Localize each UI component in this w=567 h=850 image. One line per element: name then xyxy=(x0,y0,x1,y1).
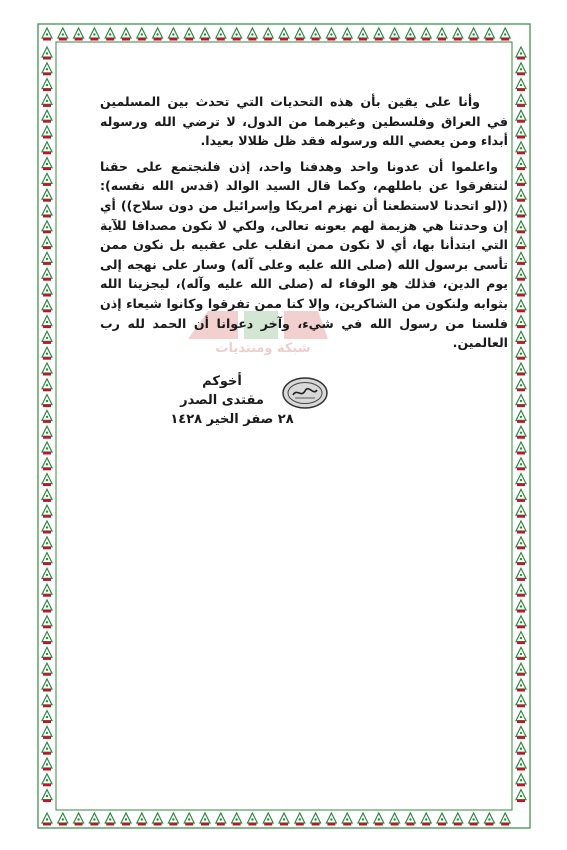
border-motif-icon xyxy=(184,28,194,41)
border-motif-icon xyxy=(516,331,526,344)
border-motif-icon xyxy=(42,79,52,92)
border-motif-icon xyxy=(42,28,52,41)
border-motif-icon xyxy=(42,316,52,329)
border-motif-icon xyxy=(516,173,526,186)
border-motif-icon xyxy=(42,742,52,755)
border-motif-icon xyxy=(374,28,384,41)
border-motif-icon xyxy=(105,813,115,826)
border-motif-icon xyxy=(358,28,368,41)
border-motif-icon xyxy=(184,813,194,826)
border-motif-icon xyxy=(42,489,52,502)
border-motif-icon xyxy=(168,28,178,41)
border-motif-icon xyxy=(216,28,226,41)
watermark-text: شبكة ومنتديات xyxy=(215,341,311,356)
border-motif-icon xyxy=(390,813,400,826)
border-motif-icon xyxy=(484,813,494,826)
border-motif-icon xyxy=(42,94,52,107)
border-motif-icon xyxy=(311,813,321,826)
border-motif-icon xyxy=(516,695,526,708)
border-motif-icon xyxy=(437,28,447,41)
border-motif-icon xyxy=(469,28,479,41)
border-motif-icon xyxy=(42,237,52,250)
border-motif-icon xyxy=(358,813,368,826)
border-motif-icon xyxy=(42,726,52,739)
border-motif-icon xyxy=(516,205,526,218)
border-motif-icon xyxy=(42,300,52,313)
border-motif-icon xyxy=(42,568,52,581)
border-motif-icon xyxy=(42,521,52,534)
border-motif-icon xyxy=(516,663,526,676)
border-motif-icon xyxy=(42,537,52,550)
border-motif-icon xyxy=(58,28,68,41)
border-motif-icon xyxy=(437,813,447,826)
border-motif-icon xyxy=(42,158,52,171)
border-motif-icon xyxy=(516,426,526,439)
border-motif-icon xyxy=(42,63,52,76)
border-motif-icon xyxy=(295,813,305,826)
border-motif-icon xyxy=(516,568,526,581)
border-motif-icon xyxy=(42,110,52,123)
border-motif-icon xyxy=(42,774,52,787)
border-motif-icon xyxy=(42,647,52,660)
border-motif-icon xyxy=(74,28,84,41)
border-motif-icon xyxy=(469,813,479,826)
border-motif-icon xyxy=(516,347,526,360)
border-motif-icon xyxy=(516,726,526,739)
border-motif-icon xyxy=(232,28,242,41)
border-motif-icon xyxy=(42,584,52,597)
border-motif-icon xyxy=(516,632,526,645)
border-motif-icon xyxy=(516,742,526,755)
border-motif-icon xyxy=(42,442,52,455)
border-motif-icon xyxy=(516,600,526,613)
signature-date: ٢٨ صفر الخير ١٤٢٨ xyxy=(170,412,294,427)
paragraph-1: وأنا على يقين بأن هذه التحديات التي تحدث بين المسلمين في العراق وفلسطين وغيرهما من الدول، لا ترضي الله ورسوله أبداء ومن يعصي الله ورسوله فقد ظل ظلالا بعيدا. xyxy=(100,94,508,149)
border-motif-icon xyxy=(42,663,52,676)
signature-name: مقتدى الصدر xyxy=(180,393,264,408)
border-motif-icon xyxy=(42,173,52,186)
border-motif-icon xyxy=(516,363,526,376)
border-motif-icon xyxy=(42,426,52,439)
border-motif-icon xyxy=(516,584,526,597)
border-motif-icon xyxy=(516,521,526,534)
border-motif-icon xyxy=(42,505,52,518)
border-motif-icon xyxy=(42,189,52,202)
border-motif-icon xyxy=(516,458,526,471)
border-motif-icon xyxy=(247,813,257,826)
border-motif-icon xyxy=(42,679,52,692)
border-motif-icon xyxy=(390,28,400,41)
border-motif-icon xyxy=(516,268,526,281)
border-motif-icon xyxy=(484,28,494,41)
border-motif-icon xyxy=(263,813,273,826)
border-motif-icon xyxy=(516,442,526,455)
border-motif-icon xyxy=(516,316,526,329)
border-motif-icon xyxy=(516,158,526,171)
border-motif-icon xyxy=(42,711,52,724)
border-motif-icon xyxy=(500,813,510,826)
border-motif-icon xyxy=(232,813,242,826)
border-motif-icon xyxy=(42,363,52,376)
border-motif-icon xyxy=(342,813,352,826)
border-motif-icon xyxy=(42,268,52,281)
border-motif-icon xyxy=(42,474,52,487)
border-motif-icon xyxy=(342,28,352,41)
border-motif-icon xyxy=(137,28,147,41)
border-motif-icon xyxy=(516,300,526,313)
border-motif-icon xyxy=(516,537,526,550)
border-motif-icon xyxy=(200,28,210,41)
border-motif-icon xyxy=(42,284,52,297)
border-motif-icon xyxy=(516,110,526,123)
border-motif-icon xyxy=(516,221,526,234)
border-motif-icon xyxy=(516,79,526,92)
letter-body xyxy=(100,92,508,359)
border-motif-icon xyxy=(405,28,415,41)
border-motif-icon xyxy=(516,616,526,629)
border-motif-icon xyxy=(421,28,431,41)
border-motif-icon xyxy=(279,28,289,41)
border-motif-icon xyxy=(516,774,526,787)
border-motif-icon xyxy=(516,142,526,155)
border-motif-icon xyxy=(42,142,52,155)
signature-block xyxy=(142,372,302,429)
border-motif-icon xyxy=(516,395,526,408)
border-motif-icon xyxy=(42,395,52,408)
border-motif-icon xyxy=(516,284,526,297)
border-motif-icon xyxy=(42,695,52,708)
border-motif-icon xyxy=(42,553,52,566)
border-motif-icon xyxy=(516,505,526,518)
border-motif-icon xyxy=(200,813,210,826)
border-motif-icon xyxy=(42,632,52,645)
border-motif-icon xyxy=(42,813,52,826)
border-motif-icon xyxy=(516,189,526,202)
border-motif-icon xyxy=(516,47,526,60)
border-motif-icon xyxy=(516,63,526,76)
border-motif-icon xyxy=(153,813,163,826)
border-motif-icon xyxy=(42,790,52,803)
border-motif-icon xyxy=(516,94,526,107)
border-motif-icon xyxy=(516,553,526,566)
border-motif-icon xyxy=(516,252,526,265)
border-motif-icon xyxy=(516,679,526,692)
border-motif-icon xyxy=(42,600,52,613)
border-motif-icon xyxy=(453,28,463,41)
border-motif-icon xyxy=(168,813,178,826)
border-motif-icon xyxy=(42,347,52,360)
border-motif-icon xyxy=(516,474,526,487)
border-motif-icon xyxy=(500,28,510,41)
border-motif-icon xyxy=(42,221,52,234)
border-motif-icon xyxy=(42,126,52,139)
border-motif-icon xyxy=(137,813,147,826)
border-motif-icon xyxy=(42,252,52,265)
paragraph-2: واعلموا أن عدونا واحد وهدفنا واحد، إذن فلنجتمع على حقنا لنتفرقوا عن باطلهم، وكما قال السيد الوالد (قدس الله نفسه): ((لو اتحدنا لاستطعنا أن نهزم امريكا وإسرائيل من دون سلاح)) أي إن وحدتنا هي هزيمة لهم بعونه تعالى، ولكي لا نكون مصداقا للآية التي ابتدأنا بها، أي لا نكون ممن انقلب على عقبيه بل نكون ممن تأسى برسول الله (صلى الله عليه وعلى آله) وسار على نهجه إلى يوم الدين، فذلك هو الوفاء له (صلى الله عليه وآله)، ليجزينا الله بثوابه ولنكون من الشاكرين، وإلا كنا ممن تفرقوا وكانوا شيعاء إذن فلسنا من رسول الله في شيء، وآخر دعوانا أن الحمد لله رب العالمين. xyxy=(100,158,508,351)
border-motif-icon xyxy=(326,813,336,826)
border-motif-icon xyxy=(42,47,52,60)
border-motif-icon xyxy=(74,813,84,826)
border-motif-icon xyxy=(405,813,415,826)
border-motif-icon xyxy=(311,28,321,41)
border-motif-icon xyxy=(89,813,99,826)
border-motif-icon xyxy=(516,379,526,392)
border-motif-icon xyxy=(516,489,526,502)
border-motif-icon xyxy=(89,28,99,41)
border-motif-icon xyxy=(42,205,52,218)
border-motif-icon xyxy=(516,410,526,423)
border-motif-icon xyxy=(516,237,526,250)
border-motif-icon xyxy=(42,616,52,629)
border-motif-icon xyxy=(453,813,463,826)
border-motif-icon xyxy=(516,790,526,803)
border-motif-icon xyxy=(216,813,226,826)
border-motif-icon xyxy=(516,711,526,724)
border-motif-icon xyxy=(421,813,431,826)
border-motif-icon xyxy=(247,28,257,41)
signature-closing: أخوكم xyxy=(202,374,242,389)
border-motif-icon xyxy=(121,813,131,826)
border-motif-icon xyxy=(153,28,163,41)
border-motif-icon xyxy=(516,758,526,771)
border-motif-icon xyxy=(121,28,131,41)
border-motif-icon xyxy=(105,28,115,41)
border-motif-icon xyxy=(295,28,305,41)
border-motif-icon xyxy=(326,28,336,41)
border-motif-icon xyxy=(263,28,273,41)
border-motif-icon xyxy=(42,331,52,344)
border-motif-icon xyxy=(516,126,526,139)
border-motif-icon xyxy=(42,458,52,471)
border-motif-icon xyxy=(374,813,384,826)
border-motif-icon xyxy=(58,813,68,826)
border-motif-icon xyxy=(42,379,52,392)
border-motif-icon xyxy=(42,758,52,771)
border-motif-icon xyxy=(42,410,52,423)
border-motif-icon xyxy=(279,813,289,826)
border-motif-icon xyxy=(516,647,526,660)
